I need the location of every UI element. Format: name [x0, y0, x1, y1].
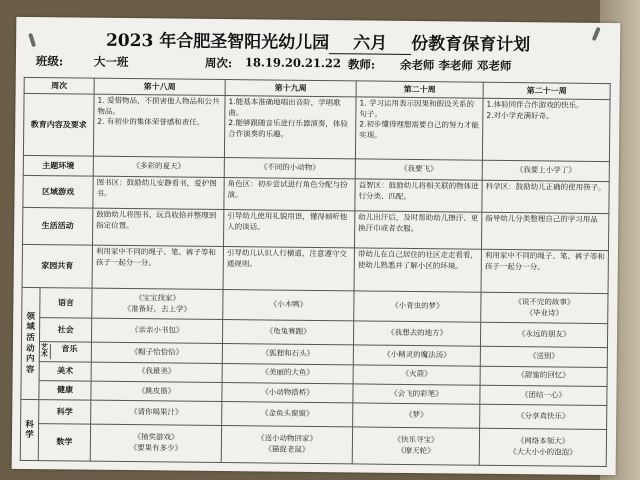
domain-cell: 《小木鸭》 [223, 289, 354, 321]
area-label: 区域游戏 [23, 175, 93, 208]
goals-cell: 1.能基本准确地唱出音阶，学唱歌曲。 2.能够跟随音乐进行乐器演奏，体验合作演奏的乐趣。 [224, 95, 356, 159]
domain-cell: 《梦》 [353, 403, 480, 428]
domain-group-label: 领 域 活 动 内 容 [21, 287, 40, 400]
title-suffix: 份教育保育计划 [411, 33, 531, 56]
week-header: 周次 [24, 77, 94, 93]
domain-cell: 《送别》 [480, 346, 607, 367]
domain-cell: 《帽子恰恰恰》 [91, 342, 222, 363]
home-row [22, 244, 608, 293]
domain-label: 社会 [39, 318, 91, 342]
theme-cell: 《不同的小动物》 [224, 158, 355, 179]
theme-cell: 《我要上小学了》 [482, 161, 609, 182]
week-18: 第十八周 [94, 78, 225, 95]
class-value: 大一班 [93, 54, 129, 70]
domain-label: 美术 [39, 361, 91, 381]
plan-sheet [12, 17, 621, 475]
domain-cell: 《团结一心》 [480, 385, 607, 406]
domain-cell: 《会飞的彩笔》 [353, 384, 480, 405]
header-meta [30, 53, 606, 79]
domain-cell: 《美丽的大鱼》 [222, 363, 353, 384]
domain-cell: 《龟兔赛跑》 [222, 320, 353, 345]
week-21: 第二十一周 [483, 82, 610, 99]
domain-cell: 《金鱼头窗窗》 [222, 402, 353, 427]
domain-cell: 《请你喝果汁》 [91, 401, 222, 426]
domain-cell: 《快乐寻宝》 《摩天轮》 [352, 427, 479, 465]
domain-cell: 《永远的朋友》 [480, 322, 607, 347]
title-month: 六月 [329, 28, 411, 55]
weeks-label: 周次: [204, 55, 233, 71]
art-label: 艺 术 [41, 344, 51, 359]
home-cell: 引导幼儿认识人行横道，注意遵守交通规则。 [223, 246, 354, 291]
domain-cell: 《说不完的故事》 《毕业诗》 [481, 292, 608, 324]
domain-cell: 《分享真快乐》 [480, 405, 607, 430]
domain-label: 语言 [40, 288, 92, 319]
domain-label: 科学 [39, 400, 91, 424]
class-label: 班级: [35, 54, 64, 69]
domain-cell: 《狐狸和石头》 [222, 343, 353, 364]
home-cell: 利用家中不同的绳子、笔、裤子等和孩子一起分一分。 [481, 249, 608, 293]
plan-table [20, 77, 611, 467]
life-row [23, 208, 609, 251]
home-label: 家园共育 [22, 244, 92, 288]
life-cell: 指导幼儿分类整理自己的学习用品 [481, 212, 608, 250]
life-cell: 鼓励幼儿将图书、玩具收拾并整理到指定位置。 [92, 208, 223, 246]
teacher-label: 教师: [347, 57, 376, 72]
domain-cell: 《亲亲小书包》 [91, 318, 222, 343]
domain-cell: 《送小动物回家》 《猫捉老鼠》 [221, 426, 352, 464]
home-cell: 带幼儿在自己居住的社区走走看看，使幼儿熟悉并了解小区的环境。 [354, 248, 481, 292]
area-cell: 益智区：鼓励幼儿将相关联的物体进行分类、匹配。 [355, 179, 482, 213]
goals-cell: 1. 爱惜物品，不损害他人物品和公共物品。 2. 有初步的集体荣誉感和责任。 [93, 94, 225, 158]
domain-cell: 《小精灵的魔法汤》 [353, 345, 480, 366]
weeks-value: 18.19.20.21.22 [244, 55, 342, 71]
area-cell: 角色区：初步尝试进行角色分配与扮演。 [224, 177, 355, 211]
area-cell: 图书区：鼓励幼儿安静看书，爱护图书。 [93, 176, 224, 210]
domain-cell: 《我想去的地方》 [353, 321, 480, 346]
domain-cell: 《小动物搭桥》 [222, 383, 353, 404]
life-label: 生活活动 [23, 208, 93, 245]
domain-label: 数学 [38, 424, 90, 461]
title-prefix: 2023 年合肥圣智阳光幼儿园 [105, 30, 330, 54]
goals-cell: 1. 学习运用表示因果和假设关系的句子。 2.初步懂得理想需要自己的努力才能实现。 [355, 97, 483, 161]
teacher-names: 余老师 李老师 邓老师 [399, 57, 512, 74]
theme-cell: 《多彩的夏天》 [93, 156, 224, 177]
goals-cell: 1.体验同伴合作游戏的快乐。 2.对小学充满好奇。 [482, 98, 610, 162]
goals-label: 教育内容及要求 [23, 93, 94, 156]
theme-cell: 《我要飞》 [355, 159, 482, 180]
science-group-label: 科 学 [20, 400, 39, 461]
domain-cell: 《小青虫的梦》 [354, 291, 481, 323]
page-title [16, 25, 620, 57]
life-cell: 幼儿出汗后，及时帮助幼儿擦汗、更换汗巾或者衣服。 [354, 211, 481, 249]
domain-label: 艺 术 音乐 [39, 341, 91, 361]
domain-label: 健康 [39, 381, 91, 401]
theme-label: 主题环境 [23, 156, 93, 176]
week-19: 第十九周 [225, 80, 356, 97]
domain-cell: 《火箭》 [353, 365, 480, 386]
domain-cell: 《甜蜜的回忆》 [480, 366, 607, 387]
domain-cell: 《我最美》 [91, 362, 222, 383]
goals-row [23, 93, 610, 162]
domain-row-math [20, 424, 606, 467]
domain-cell: 《网络本领大》 《大大小小的泡泡》 [479, 428, 606, 466]
domain-cell: 《跳皮筋》 [91, 381, 222, 402]
area-cell: 科学区：鼓励幼儿正确的使用筷子。 [482, 180, 609, 214]
life-cell: 引导幼儿使用礼貌用语，懂得倾听他人的谈话。 [223, 210, 354, 248]
domain-cell: 《宝宝找家》 《准备好，去上学》 [92, 288, 223, 320]
week-20: 第二十周 [356, 81, 483, 98]
domain-cell: 《抽奖游戏》 《要果有多少》 [90, 424, 221, 462]
home-cell: 利用家中不同的绳子、笔、裤子等和孩子一起分一分。 [92, 245, 223, 290]
